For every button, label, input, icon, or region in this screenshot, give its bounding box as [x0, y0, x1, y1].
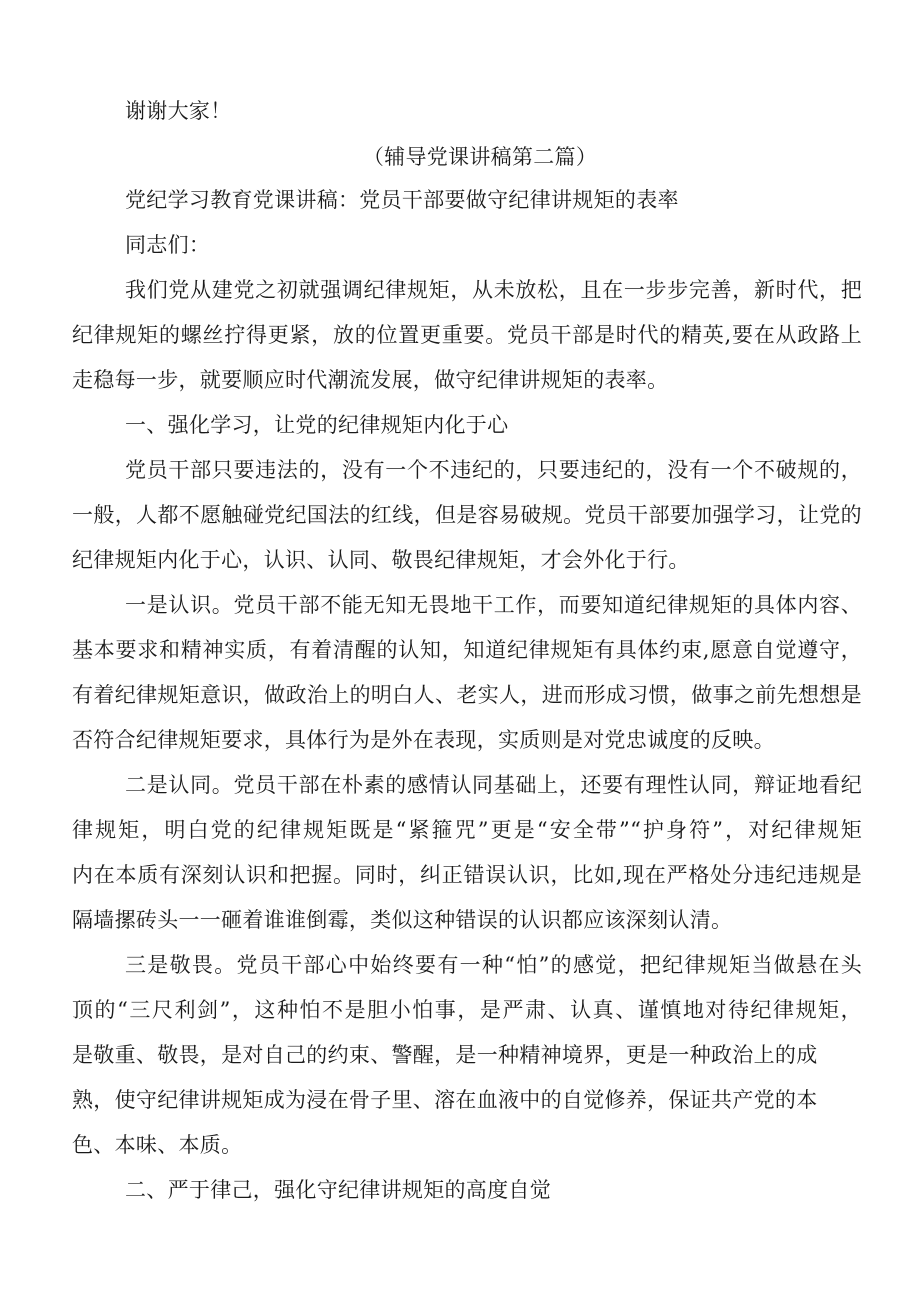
paragraph-line: 二是认同。党员干部在朴素的感情认同基础上，还要有理性认同，辩证地看纪: [125, 773, 862, 797]
paragraph-line: 色、本味、本质。: [72, 1133, 243, 1157]
subsection-heading: 一、强化学习，让党的纪律规矩内化于心: [125, 413, 509, 437]
paragraph-line: 熟，使守纪律讲规矩成为浸在骨子里、溶在血液中的自觉修养，保证共产党的本: [72, 1088, 818, 1112]
paragraph-line: 否符合纪律规矩要求，具体行为是外在表现，实质则是对党忠诚度的反映。: [72, 728, 775, 752]
paragraph-line: 三是敬畏。党员干部心中始终要有一种“怕”的感觉，把纪律规矩当做悬在头: [125, 953, 862, 977]
closing-line: 谢谢大家！: [125, 99, 232, 123]
paragraph-line: 一是认识。党员干部不能无知无畏地干工作，而要知道纪律规矩的具体内容、: [125, 593, 862, 617]
paragraph-line: 基本要求和精神实质，有着清醒的认知，知道纪律规矩有具体约束,愿意自觉遵守，: [72, 638, 862, 662]
paragraph-line: 走稳每一步，就要顺应时代潮流发展，做守纪律讲规矩的表率。: [72, 368, 669, 392]
salutation: 同志们：: [125, 233, 211, 257]
paragraph-line: 内在本质有深刻认识和把握。同时，纠正错误认识，比如,现在严格处分违纪违规是: [72, 863, 862, 887]
paragraph-line: 纪律规矩的螺丝拧得更紧，放的位置更重要。党员干部是时代的精英,要在从政路上: [72, 323, 862, 347]
paragraph-line: 是敬重、敬畏，是对自己的约束、警醒，是一种精神境界，更是一种政治上的成: [72, 1043, 818, 1067]
paragraph-line: 隔墙摞砖头一一砸着谁谁倒霉，类似这种错误的认识都应该深刻认清。: [72, 908, 733, 932]
paragraph-line: 我们党从建党之初就强调纪律规矩，从未放松，且在一步步完善，新时代，把: [125, 278, 862, 302]
document-title: 党纪学习教育党课讲稿：党员干部要做守纪律讲规矩的表率: [125, 188, 679, 212]
paragraph-line: 顶的“三尺利剑”，这种怕不是胆小怕事，是严肃、认真、谨慎地对待纪律规矩，: [72, 998, 862, 1022]
subsection-heading: 二、严于律己，强化守纪律讲规矩的高度自觉: [125, 1178, 551, 1202]
paragraph-line: 党员干部只要违法的，没有一个不违纪的，只要违纪的，没有一个不破规的，: [125, 458, 862, 482]
paragraph-line: 纪律规矩内化于心，认识、认同、敬畏纪律规矩，才会外化于行。: [72, 548, 690, 572]
paragraph-line: 律规矩，明白党的纪律规矩既是“紧箍咒”更是“安全带”“护身符”，对纪律规矩: [72, 818, 862, 842]
paragraph-line: 有着纪律规矩意识，做政治上的明白人、老实人，进而形成习惯，做事之前先想想是: [72, 683, 862, 707]
section-heading: （辅导党课讲稿第二篇）: [362, 145, 598, 169]
paragraph-line: 一般，人都不愿触碰党纪国法的红线，但是容易破规。党员干部要加强学习，让党的: [72, 503, 862, 527]
